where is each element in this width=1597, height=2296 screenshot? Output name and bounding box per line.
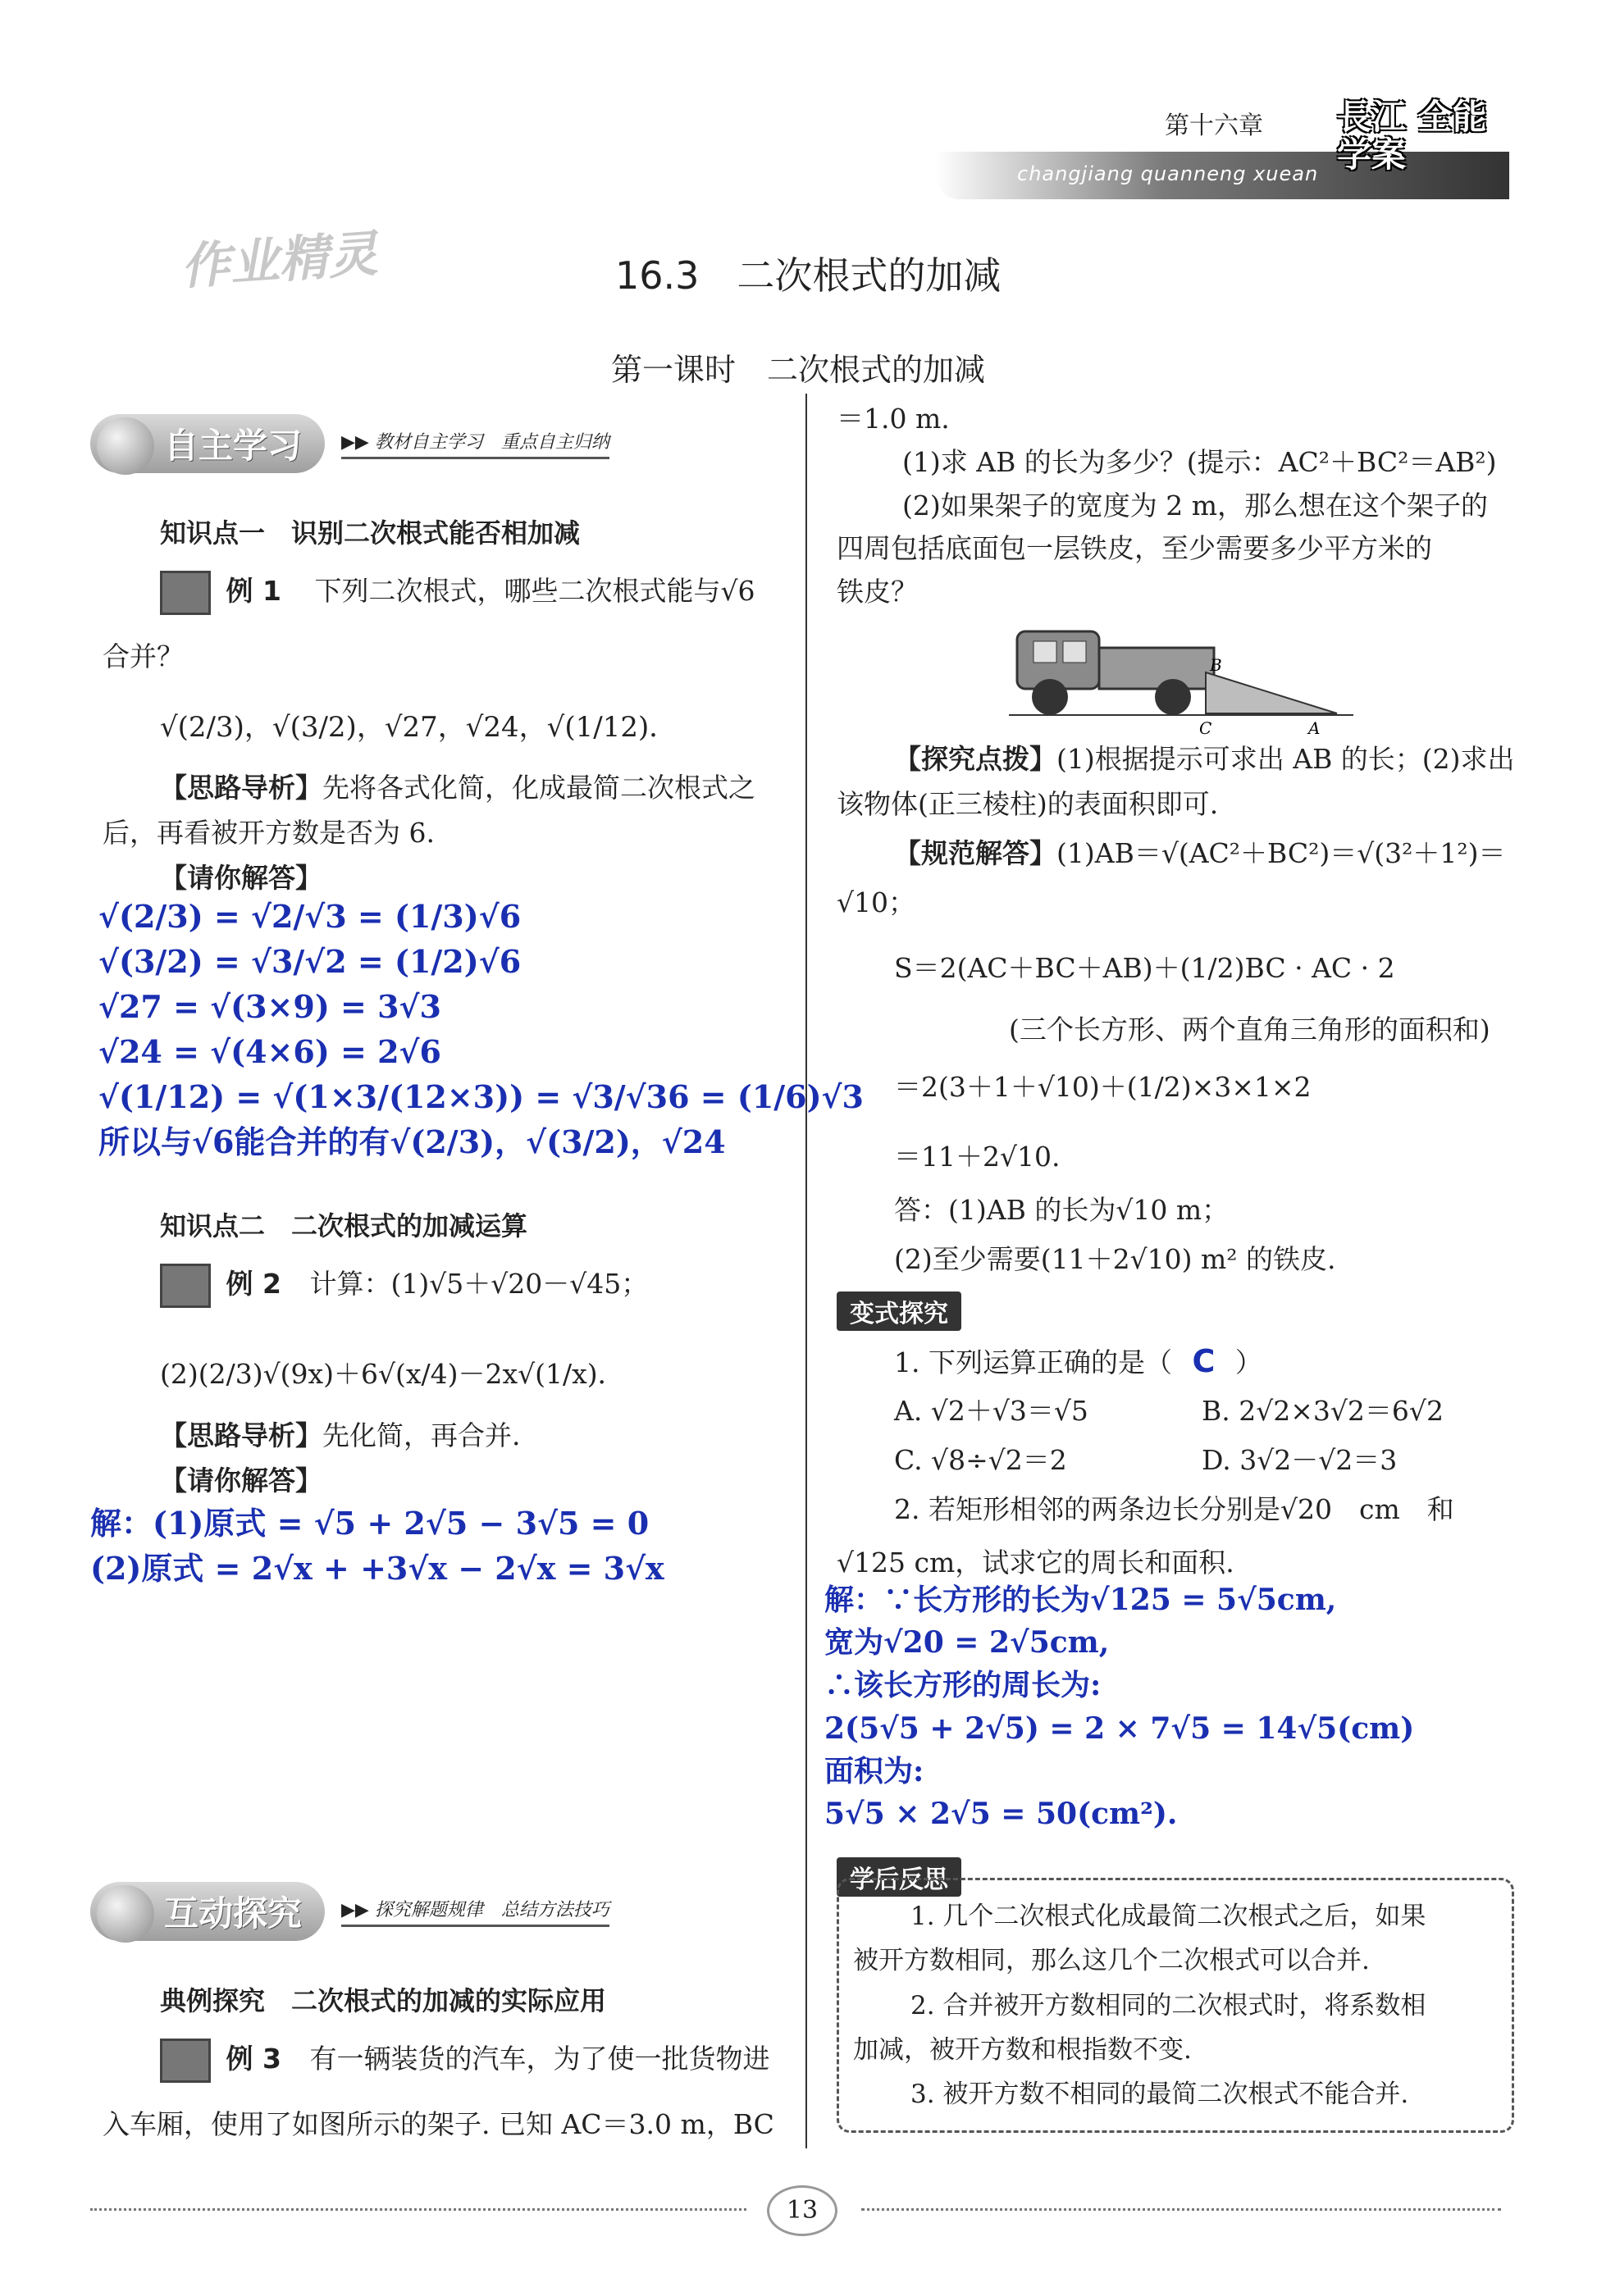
truck-window: [1033, 641, 1056, 663]
truck-wheel: [1032, 679, 1068, 715]
answer-line: 面积为:: [824, 1753, 924, 1788]
reflection-item: 3. 被开方数不相同的最简二次根式不能合并.: [910, 2080, 1409, 2109]
text-line: ＝1.0 m.: [837, 403, 950, 435]
example-2-line1: [160, 1263, 648, 1308]
example-3-continued: [837, 398, 1534, 614]
standard-answer-note: (三个长方形、两个直角三角形的面积和): [1009, 1014, 1490, 1046]
globe-icon: [97, 1885, 154, 1943]
example-1-line2: 合并？: [103, 640, 184, 672]
standard-answer-line: ＝2(3＋1＋√10)＋(1/2)×3×1×2: [894, 1071, 1312, 1103]
ramp-triangle: [1206, 672, 1337, 713]
hint-label: 【思路导析】: [160, 1419, 322, 1451]
answer-line: √(3/2) = √3/√2 = (1/2)√6: [98, 943, 522, 981]
example-1-label: 例 1: [226, 575, 281, 607]
typical-example-heading: 典例探究 二次根式的加减的实际应用: [160, 1985, 607, 2016]
label-b: B: [1210, 655, 1222, 675]
text-line: 四周包括底面包一层铁皮，至少需要多少平方米的: [837, 532, 1432, 565]
answer-line: √(1/12) = √(1×3/(12×3)) = √3/√36 = (1/6)√3: [98, 1078, 864, 1116]
standard-answer-line: 答：(1)AB 的长为√10 m；: [894, 1194, 1230, 1226]
example-icon: [160, 1264, 211, 1308]
knowledge-point-2: 知识点二 二次根式的加减运算: [160, 1210, 528, 1241]
variant-q2: 2. 若矩形相邻的两条边长分别是√20 cm 和: [894, 1493, 1454, 1525]
example-icon: [160, 2039, 211, 2083]
option-b: B. 2√2×3√2＝6√2: [1202, 1395, 1444, 1427]
column-divider: [805, 394, 807, 2148]
header-chapter: 第十六章: [1165, 112, 1263, 140]
example-icon: [160, 571, 211, 615]
standard-answer-line: ＝11＋2√10.: [894, 1141, 1061, 1173]
example-2-text: 计算：(1)√5＋√20－√45；: [309, 1268, 649, 1300]
answer-line: √24 = √(4×6) = 2√6: [98, 1033, 441, 1071]
self-study-note: ▶▶ 教材自主学习 重点自主归纳: [341, 428, 609, 459]
example-1-text: 下列二次根式，哪些二次根式能与√6: [314, 575, 755, 607]
truck-ramp-figure: [1009, 615, 1353, 738]
truck-wheel: [1155, 679, 1191, 715]
globe-icon: [97, 417, 154, 475]
variant-label: 变式探究: [837, 1292, 961, 1331]
reflection-label: 学后反思: [837, 1857, 961, 1897]
self-study-banner: [90, 410, 609, 477]
answer-line: 所以与√6能合并的有√(2/3)，√(3/2)，√24: [98, 1123, 726, 1161]
standard-answer-line: S＝2(AC＋BC＋AB)＋(1/2)BC · AC · 2: [894, 952, 1395, 984]
answer-line: (2)原式 = 2√x + +3√x − 2√x = 3√x: [90, 1550, 664, 1588]
footer-rule-left: [90, 2208, 746, 2211]
reflection-item: 加减，被开方数和根指数不变.: [853, 2034, 1192, 2065]
option-c: C. √8÷√2＝2: [894, 1444, 1067, 1476]
answer-label: 【请你解答】: [160, 1465, 322, 1496]
question-text: 1. 下列运算正确的是（: [894, 1346, 1172, 1378]
example-1-line1: [160, 570, 755, 615]
header-pinyin: changjiang quanneng xuean: [1017, 162, 1319, 185]
variant-q2-answer: [824, 1578, 1414, 1835]
answer-line: √27 = √(3×9) = 3√3: [98, 988, 441, 1026]
answer-label: 【请你解答】: [160, 862, 322, 894]
example-1-list: √(2/3)，√(3/2)，√27，√24，√(1/12)．: [160, 711, 678, 744]
watermark-logo: 作业精灵: [179, 225, 380, 297]
reflection-item: 被开方数相同，那么这几个二次根式可以合并.: [853, 1946, 1370, 1976]
page-number: 13: [767, 2185, 837, 2236]
explore-text: (1)根据提示可求出 AB 的长；(2)求出: [1056, 743, 1515, 775]
example-2-label: 例 2: [226, 1268, 281, 1300]
truck-window: [1063, 641, 1086, 663]
section-title: 16.3 二次根式的加减: [615, 253, 1002, 298]
answer-line: √(2/3) = √2/√3 = (1/3)√6: [98, 898, 522, 935]
answer-line: 解：∵长方形的长为√125 = 5√5cm,: [824, 1583, 1337, 1617]
example-3-line1: [160, 2038, 769, 2083]
question-text: ）: [1234, 1346, 1262, 1378]
answer-line: 解：(1)原式 = √5 + 2√5 − 3√5 = 0: [90, 1505, 650, 1542]
example-3-text: 有一辆装货的汽车，为了使一批货物进: [309, 2043, 770, 2075]
example-3-label: 例 3: [226, 2043, 281, 2075]
interactive-banner: [90, 1878, 609, 1945]
lesson-title: 第一课时 二次根式的加减: [611, 352, 986, 388]
hint-text: 先将各式化简，化成最简二次根式之: [322, 772, 755, 804]
standard-answer-label: 【规范解答】: [894, 837, 1056, 869]
answer-line: ∴该长方形的周长为:: [824, 1668, 1102, 1703]
truck-bed: [1099, 648, 1214, 689]
example-2-line2: (2)(2/3)√(9x)＋6√(x/4)－2x√(1/x)．: [160, 1358, 625, 1390]
hint-label: 【思路导析】: [160, 772, 322, 804]
answer-line: 宽为√20 = 2√5cm,: [824, 1625, 1110, 1660]
interactive-note: ▶▶ 探究解题规律 总结方法技巧: [341, 1896, 609, 1927]
example-1-hint-line2: 后，再看被开方数是否为 6.: [103, 817, 435, 849]
knowledge-point-1: 知识点一 识别二次根式能否相加减: [160, 517, 581, 549]
example-2-hint: [160, 1414, 521, 1458]
explore-hint-line2: 该物体(正三棱柱)的表面积即可.: [837, 788, 1219, 820]
text-line: (1)求 AB 的长为多少？(提示：AC²＋BC²＝AB²): [902, 445, 1497, 478]
variant-q1: [894, 1337, 1262, 1387]
footer-rule-right: [861, 2208, 1501, 2211]
text-line: (2)如果架子的宽度为 2 m，那么想在这个架子的: [902, 489, 1489, 522]
standard-answer-text: (1)AB＝√(AC²＋BC²)＝√(3²＋1²)＝: [1056, 837, 1506, 869]
answer-line: 5√5 × 2√5 = 50(cm²).: [824, 1796, 1178, 1831]
explore-label: 【探究点拨】: [894, 743, 1056, 775]
option-d: D. 3√2－√2＝3: [1202, 1444, 1398, 1476]
example-2-answer: [90, 1501, 664, 1591]
hint-text: 先化简，再合并.: [322, 1419, 521, 1451]
answer-line: 2(5√5 + 2√5) = 2 × 7√5 = 14√5(cm): [824, 1711, 1415, 1746]
variant-tag: [837, 1292, 961, 1331]
example-1-hint: [160, 767, 755, 810]
brand-logo: 長江 全能学案: [1337, 97, 1487, 175]
explore-hint: [894, 738, 1542, 781]
reflection-item: 2. 合并被开方数相同的二次根式时，将系数相: [910, 1990, 1426, 2020]
standard-answer: [894, 832, 1505, 876]
standard-answer-line: (2)至少需要(11＋2√10) m² 的铁皮.: [894, 1243, 1336, 1275]
example-1-answer: [98, 894, 864, 1165]
option-a: A. √2＋√3＝√5: [894, 1395, 1088, 1427]
text-line: 铁皮？: [837, 576, 918, 608]
example-3-line2: 入车厢，使用了如图所示的架子. 已知 AC＝3.0 m，BC: [103, 2108, 774, 2140]
label-a: A: [1308, 718, 1321, 738]
interactive-label: 互动探究: [164, 1893, 303, 1934]
reflection-content: [853, 1894, 1501, 2116]
self-study-label: 自主学习: [164, 426, 303, 466]
truck-cab: [1017, 631, 1099, 689]
question-answer: C: [1192, 1343, 1216, 1379]
label-c: C: [1199, 718, 1212, 738]
reflection-item: 1. 几个二次根式化成最简二次根式之后，如果: [910, 1902, 1426, 1931]
standard-answer-line: √10；: [837, 886, 916, 918]
variant-q2-line2: √125 cm，试求它的周长和面积.: [837, 1547, 1234, 1578]
